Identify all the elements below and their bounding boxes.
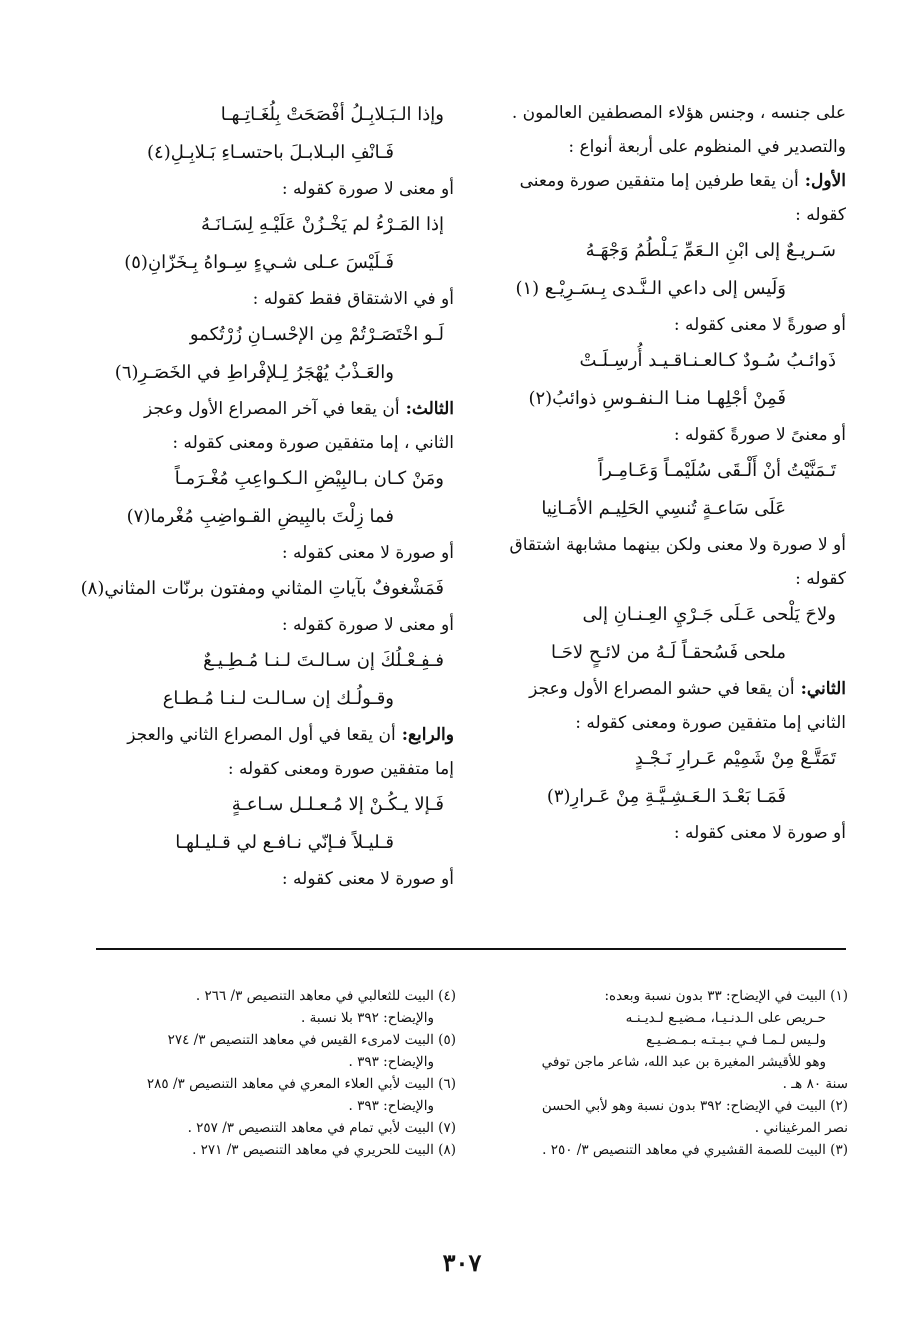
line-text: قـليـلاً فـإنّي نـافـع لي قـليـلهـا [175, 832, 394, 853]
line-text: كقوله : [795, 569, 846, 589]
footnote-line: والإيضاح: ٣٩٢ بلا نسبة . [301, 1010, 434, 1026]
line-text: ومَنْ كـان بـالبِيْضِ الـكـواعِبِ مُغْـرَمـاً [174, 468, 444, 489]
line-text: لَـو اخْتَصَـرْتُمْ مِن الإحْسـانِ زُرْتُكمو [189, 324, 444, 345]
verse-line [54, 206, 454, 244]
line-text: تَـمَنَّيْتُ أنْ أَلْـقَى سُلَيْمـاً وَعَـامِـراً [598, 460, 836, 481]
line-text: أو معنى لا صورة كقوله : [281, 615, 454, 635]
line-text: أن يقعا في آخر المصراع الأول وعجز [143, 399, 400, 419]
footnotes-left [94, 985, 456, 1161]
prose-line [446, 816, 846, 850]
line-text: أو صورة لا معنى كقوله : [281, 869, 454, 889]
line-text: أو في الاشتقاق فقط كقوله : [252, 289, 454, 309]
line-text: أو معنىً لا صورةً كقوله : [673, 425, 846, 445]
prose-line [54, 862, 454, 896]
prose-line [446, 130, 846, 164]
prose-line [446, 96, 846, 130]
section-label: الثاني: [800, 679, 846, 699]
footnote-line: والإيضاح: ٣٩٣ . [348, 1098, 434, 1114]
prose-line [446, 706, 846, 740]
footnote-line: نصر المرغيناني . [754, 1120, 848, 1136]
footnote-line: (٥) البيت لامرىء القيس في معاهد التنصيص ٣/ ٢٧٤ [167, 1032, 456, 1048]
line-text: أن يقعا في حشو المصراع الأول وعجز [529, 679, 795, 699]
prose-line [54, 752, 454, 786]
prose-line [446, 562, 846, 596]
verse-line [54, 96, 454, 134]
footnote-line: (٢) البيت في الإيضاح: ٣٩٢ بدون نسبة وهو لأبي الحسن [541, 1098, 848, 1114]
line-text: أو معنى لا صورة كقوله : [281, 179, 454, 199]
left-text-column [54, 96, 454, 896]
line-text: سَـريـعٌ إلى ابْنِ الـعَمِّ يَـلْطُمُ وَجْهَـهُ [585, 240, 836, 261]
line-text: فَـانْفِ البـلابـلَ باحتسـاءِ بَـلابِـلِ(٤) [146, 142, 394, 163]
line-text: ملحى فَسُحقـاً لَـهُ من لائـحٍ لاحَـا [550, 642, 786, 663]
footnote-line: (٦) البيت لأبي العلاء المعري في معاهد التنصيص ٣/ ٢٨٥ [146, 1076, 456, 1092]
footnote-line: سنة ٨٠ هـ . [782, 1076, 848, 1092]
verse-line [54, 786, 454, 824]
footnote-line: (٨) البيت للحريري في معاهد التنصيص ٣/ ٢٧١ . [192, 1142, 456, 1158]
verse-line [446, 380, 846, 418]
verse-line [54, 824, 454, 862]
verse-line [446, 232, 846, 270]
verse-line [54, 680, 454, 718]
line-text: تَمَتَّـعْ مِنْ شَمِيْم عَـرارِ نَـجْـدٍ [634, 748, 836, 769]
prose-line [54, 608, 454, 642]
verse-line [446, 270, 846, 308]
line-text: الثاني إما متفقين صورة ومعنى كقوله : [575, 713, 846, 733]
footnote-line: والإيضاح: ٣٩٣ . [348, 1054, 434, 1070]
line-text: فَمَـا بَعْـدَ الـعَـشِـيَّـةِ مِنْ عَـرارِ(٣) [546, 786, 786, 807]
prose-line [446, 198, 846, 232]
verse-line [446, 634, 846, 672]
line-text: فَمَشْغوفٌ بآياتِ المثاني ومفتون برنّات المثاني(٨) [80, 578, 444, 599]
verse-line [54, 134, 454, 172]
line-text: والعَـذْبُ يُهْجَرُ لِـلإفْراطِ في الخَصَـرِ(٦) [114, 362, 394, 383]
line-text: فَمِنْ أجْلِهـا منـا الـنفـوسِ ذوائبُ(٢) [528, 388, 786, 409]
verse-line [446, 740, 846, 778]
prose-line [54, 536, 454, 570]
line-text: الثاني ، إما متفقين صورة ومعنى كقوله : [172, 433, 454, 453]
prose-line [54, 718, 454, 752]
footnote-line: وهو للأقيشر المغيرة بن عبد الله، شاعر ماجن توفي [541, 1054, 826, 1070]
section-label: والرابع: [401, 725, 454, 745]
prose-line [446, 418, 846, 452]
footnote-line: حـريص على الـدنـيـا، مـضيـع لـديـنـه [625, 1010, 826, 1026]
line-text: والتصدير في المنظوم على أربعة أنواع : [568, 137, 846, 157]
prose-line [446, 528, 846, 562]
footnote-line: (٤) البيت للثعالبي في معاهد التنصيص ٣/ ٢٦٦ . [195, 988, 456, 1004]
line-text: وقـولُـك إن سـالـت لـنـا مُـطـاع [162, 688, 394, 709]
footnote-line: (٧) البيت لأبي تمام في معاهد التنصيص ٣/ ٢٥٧ . [187, 1120, 456, 1136]
section-label: الثالث: [405, 399, 454, 419]
footnote-separator [96, 948, 846, 950]
line-text: ذَوائـبُ سُـودٌ كـالعـنـاقـيـد أُرسِـلَـتْ [579, 350, 836, 371]
line-text: فَـإلا يـكُـنْ إلا مُـعـلـل سـاعـةٍ [231, 794, 444, 815]
prose-line [54, 282, 454, 316]
footnote-line: ولـيس لـمـا فـي بـيـتـه بـمـضـيـع [646, 1032, 826, 1048]
line-text: وإذا الـبَـلابِـلُ أفْصَحَتْ بِلُغَـاتِـهـا [220, 104, 444, 125]
verse-line [54, 460, 454, 498]
line-text: أو صورة لا معنى كقوله : [281, 543, 454, 563]
line-text: أو صورة لا معنى كقوله : [673, 823, 846, 843]
line-text: إما متفقين صورة ومعنى كقوله : [227, 759, 454, 779]
prose-line [54, 392, 454, 426]
page-number: ٣٠٧ [442, 1248, 482, 1277]
line-text: كقوله : [795, 205, 846, 225]
right-text-column [446, 96, 846, 850]
verse-line [446, 490, 846, 528]
line-text: إذا المَـرْءُ لم يَخْـزُنْ عَلَيْـهِ لِسَـانَـهُ [201, 214, 444, 235]
prose-line [54, 426, 454, 460]
prose-line [446, 164, 846, 198]
prose-line [446, 672, 846, 706]
prose-line [54, 172, 454, 206]
verse-line [446, 596, 846, 634]
verse-line [54, 244, 454, 282]
footnote-line: (٣) البيت للصمة القشيري في معاهد التنصيص ٣/ ٢٥٠ . [542, 1142, 848, 1158]
prose-line [446, 308, 846, 342]
verse-line [54, 570, 454, 608]
line-text: وَلَيس إلى داعي الـنَّـدى بِـسَـرِيْـع (١) [515, 278, 786, 299]
verse-line [446, 452, 846, 490]
verse-line [446, 342, 846, 380]
line-text: فما زِلْتَ بالبِيضِ القـواضِبِ مُغْرما(٧) [126, 506, 394, 527]
line-text: أن يقعا في أول المصراع الثاني والعجز [127, 725, 396, 745]
footnotes-right [486, 985, 848, 1161]
verse-line [54, 316, 454, 354]
footnote-line: (١) البيت في الإيضاح: ٣٣ بدون نسبة وبعده: [604, 988, 848, 1004]
line-text: فـفِـعْـلُكَ إن سـالـتَ لـنـا مُـطِـيـعٌ [203, 650, 444, 671]
verse-line [54, 354, 454, 392]
line-text: أو صورةً لا معنى كقوله : [673, 315, 846, 335]
verse-line [54, 498, 454, 536]
line-text: أن يقعا طرفين إما متفقين صورة ومعنى [519, 171, 799, 191]
line-text: أو لا صورة ولا معنى ولكن بينهما مشابهة اشتقاق [509, 535, 846, 555]
section-label: الأول: [804, 171, 846, 191]
line-text: ولاحَ يَلْحى عَـلَى جَـرْيِ العِـنـانِ إلى [582, 604, 836, 625]
line-text: عَلَى سَاعـةٍ تُنسِي الحَلِيـم الأمَـانِيا [541, 498, 786, 519]
verse-line [54, 642, 454, 680]
line-text: على جنسه ، وجنس هؤلاء المصطفين العالمون . [511, 103, 846, 123]
line-text: فَـلَيْسَ عـلى شـيءٍ سِـواهُ بِـخَزّانِ(٥) [124, 252, 394, 273]
verse-line [446, 778, 846, 816]
